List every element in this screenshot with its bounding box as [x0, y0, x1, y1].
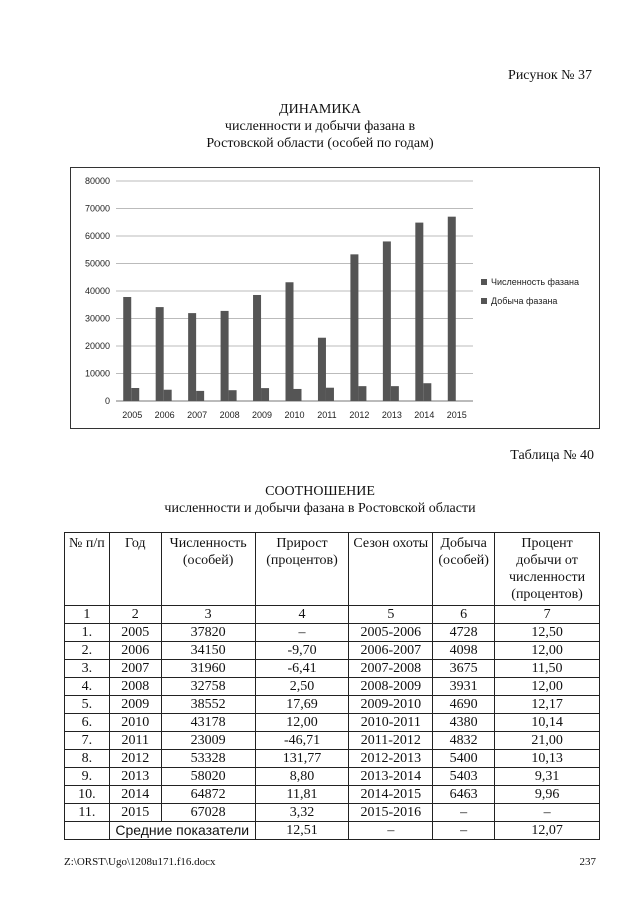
row-population: 67028 [161, 804, 255, 822]
bar-catch [294, 389, 302, 401]
row-catch: 6463 [433, 786, 495, 804]
bar-catch [131, 388, 139, 401]
row-growth: 17,69 [255, 696, 349, 714]
summary-season: – [349, 822, 433, 840]
header-growth: Прирост (процентов) [255, 533, 349, 606]
table-title [0, 483, 640, 517]
row-percent: 12,17 [495, 696, 600, 714]
bar-population [286, 282, 294, 401]
row-number: 6. [65, 714, 110, 732]
bar-catch [326, 388, 334, 401]
x-tick-label: 2008 [219, 410, 240, 420]
table-title-line2: численности и добычи фазана в Ростовской области [164, 501, 476, 516]
bar-catch [164, 390, 172, 401]
row-growth: 11,81 [255, 786, 349, 804]
row-growth: 131,77 [255, 750, 349, 768]
row-population: 31960 [161, 660, 255, 678]
bar-chart [71, 168, 599, 428]
row-percent: 10,13 [495, 750, 600, 768]
bar-population [188, 313, 196, 401]
row-number: 9. [65, 768, 110, 786]
summary-percent: 12,07 [495, 822, 600, 840]
row-season: 2008-2009 [349, 678, 433, 696]
row-catch: 5400 [433, 750, 495, 768]
row-number: 8. [65, 750, 110, 768]
table-row [65, 768, 600, 786]
column-number: 7 [495, 606, 600, 624]
row-number: 5. [65, 696, 110, 714]
table-row [65, 678, 600, 696]
header-number: № п/п [65, 533, 110, 606]
bar-catch [358, 386, 366, 401]
footer-page-number: 237 [579, 856, 596, 868]
column-number: 5 [349, 606, 433, 624]
row-year: 2009 [109, 696, 161, 714]
bar-population [123, 297, 131, 401]
table-header-row [65, 533, 600, 606]
table-row [65, 786, 600, 804]
bar-catch [229, 390, 237, 401]
row-year: 2012 [109, 750, 161, 768]
chart-title-line1: ДИНАМИКА [279, 102, 361, 117]
legend-swatch [481, 298, 487, 304]
column-number: 6 [433, 606, 495, 624]
row-year: 2011 [109, 732, 161, 750]
y-tick-label: 0 [104, 396, 110, 406]
row-catch: 3675 [433, 660, 495, 678]
row-growth: 12,00 [255, 714, 349, 732]
bar-population [350, 254, 358, 401]
column-number: 2 [109, 606, 161, 624]
header-population: Численность (особей) [161, 533, 255, 606]
y-tick-label: 30000 [84, 313, 110, 324]
row-percent: 9,31 [495, 768, 600, 786]
bar-population [156, 307, 164, 401]
summary-label: Средние показатели [109, 822, 255, 840]
legend-label: Добыча фазана [491, 296, 558, 306]
table-row [65, 732, 600, 750]
row-season: 2011-2012 [349, 732, 433, 750]
row-season: 2010-2011 [349, 714, 433, 732]
row-year: 2006 [109, 642, 161, 660]
table-label: Таблица № 40 [510, 448, 594, 463]
row-population: 38552 [161, 696, 255, 714]
column-number: 3 [161, 606, 255, 624]
row-season: 2006-2007 [349, 642, 433, 660]
header-year: Год [109, 533, 161, 606]
y-tick-label: 40000 [84, 286, 110, 296]
row-catch: 4380 [433, 714, 495, 732]
column-number-row [65, 606, 600, 624]
row-growth: 8,80 [255, 768, 349, 786]
legend-label: Численность фазана [491, 277, 579, 287]
y-tick-label: 80000 [84, 176, 110, 186]
row-season: 2007-2008 [349, 660, 433, 678]
row-population: 43178 [161, 714, 255, 732]
row-year: 2007 [109, 660, 161, 678]
y-tick-label: 70000 [84, 203, 110, 214]
x-tick-label: 2009 [252, 410, 273, 420]
table-title-line1: СООТНОШЕНИЕ [265, 484, 375, 499]
bar-population [448, 217, 456, 401]
data-table [64, 532, 600, 840]
x-tick-label: 2005 [122, 410, 143, 420]
summary-catch: – [433, 822, 495, 840]
bar-population [221, 311, 229, 401]
row-number: 1. [65, 624, 110, 642]
bar-catch [196, 391, 204, 401]
row-number: 3. [65, 660, 110, 678]
row-growth: 2,50 [255, 678, 349, 696]
table-row [65, 660, 600, 678]
row-number: 7. [65, 732, 110, 750]
table-row [65, 624, 600, 642]
row-population: 23009 [161, 732, 255, 750]
row-population: 64872 [161, 786, 255, 804]
legend-swatch [481, 279, 487, 285]
row-growth: -46,71 [255, 732, 349, 750]
x-tick-label: 2012 [349, 410, 370, 420]
row-number: 2. [65, 642, 110, 660]
row-catch: 4728 [433, 624, 495, 642]
bar-catch [391, 386, 399, 401]
row-season: 2009-2010 [349, 696, 433, 714]
row-year: 2010 [109, 714, 161, 732]
summary-empty-cell [65, 822, 110, 840]
row-catch: – [433, 804, 495, 822]
bar-population [318, 338, 326, 401]
row-population: 34150 [161, 642, 255, 660]
row-percent: 11,50 [495, 660, 600, 678]
row-population: 32758 [161, 678, 255, 696]
row-percent: 21,00 [495, 732, 600, 750]
row-percent: 10,14 [495, 714, 600, 732]
header-percent: Процент добычи от численности (процентов) [495, 533, 600, 606]
row-season: 2015-2016 [349, 804, 433, 822]
row-season: 2012-2013 [349, 750, 433, 768]
row-catch: 5403 [433, 768, 495, 786]
row-catch: 4690 [433, 696, 495, 714]
row-year: 2005 [109, 624, 161, 642]
column-number: 4 [255, 606, 349, 624]
row-catch: 3931 [433, 678, 495, 696]
x-tick-label: 2014 [414, 410, 435, 420]
row-population: 53328 [161, 750, 255, 768]
row-season: 2014-2015 [349, 786, 433, 804]
row-number: 4. [65, 678, 110, 696]
summary-row [65, 822, 600, 840]
row-percent: 12,50 [495, 624, 600, 642]
x-tick-label: 2011 [317, 410, 337, 420]
bar-population [383, 241, 391, 401]
row-year: 2008 [109, 678, 161, 696]
row-year: 2015 [109, 804, 161, 822]
y-tick-label: 20000 [84, 341, 110, 351]
x-tick-label: 2013 [381, 410, 402, 420]
y-tick-label: 10000 [84, 368, 110, 379]
bar-population [415, 223, 423, 401]
row-season: 2005-2006 [349, 624, 433, 642]
y-tick-label: 50000 [84, 258, 110, 269]
header-catch: Добыча (особей) [433, 533, 495, 606]
figure-label: Рисунок № 37 [508, 68, 592, 83]
row-number: 11. [65, 804, 110, 822]
row-percent: 12,00 [495, 642, 600, 660]
row-population: 37820 [161, 624, 255, 642]
row-population: 58020 [161, 768, 255, 786]
table-row [65, 642, 600, 660]
x-tick-label: 2007 [187, 410, 208, 420]
x-tick-label: 2015 [446, 410, 467, 420]
row-year: 2013 [109, 768, 161, 786]
chart-title [0, 101, 640, 152]
row-growth: – [255, 624, 349, 642]
chart-frame [70, 167, 600, 429]
table-row [65, 750, 600, 768]
table-row [65, 804, 600, 822]
footer-file-path: Z:\ORST\Ugo\1208u171.f16.docx [64, 856, 216, 868]
chart-title-line3: Ростовской области (особей по годам) [206, 136, 434, 151]
row-growth: -9,70 [255, 642, 349, 660]
row-percent: 9,96 [495, 786, 600, 804]
x-tick-label: 2010 [284, 410, 305, 420]
table-row [65, 714, 600, 732]
row-growth: -6,41 [255, 660, 349, 678]
column-number: 1 [65, 606, 110, 624]
row-catch: 4098 [433, 642, 495, 660]
chart-title-line2: численности и добычи фазана в [224, 119, 416, 134]
x-tick-label: 2006 [154, 410, 175, 420]
row-year: 2014 [109, 786, 161, 804]
row-percent: 12,00 [495, 678, 600, 696]
bar-population [253, 295, 261, 401]
summary-growth: 12,51 [255, 822, 349, 840]
header-season: Сезон охоты [349, 533, 433, 606]
row-number: 10. [65, 786, 110, 804]
bar-catch [423, 383, 431, 401]
row-catch: 4832 [433, 732, 495, 750]
table-row [65, 696, 600, 714]
bar-catch [261, 388, 269, 401]
row-percent: – [495, 804, 600, 822]
row-season: 2013-2014 [349, 768, 433, 786]
row-growth: 3,32 [255, 804, 349, 822]
y-tick-label: 60000 [84, 231, 110, 241]
